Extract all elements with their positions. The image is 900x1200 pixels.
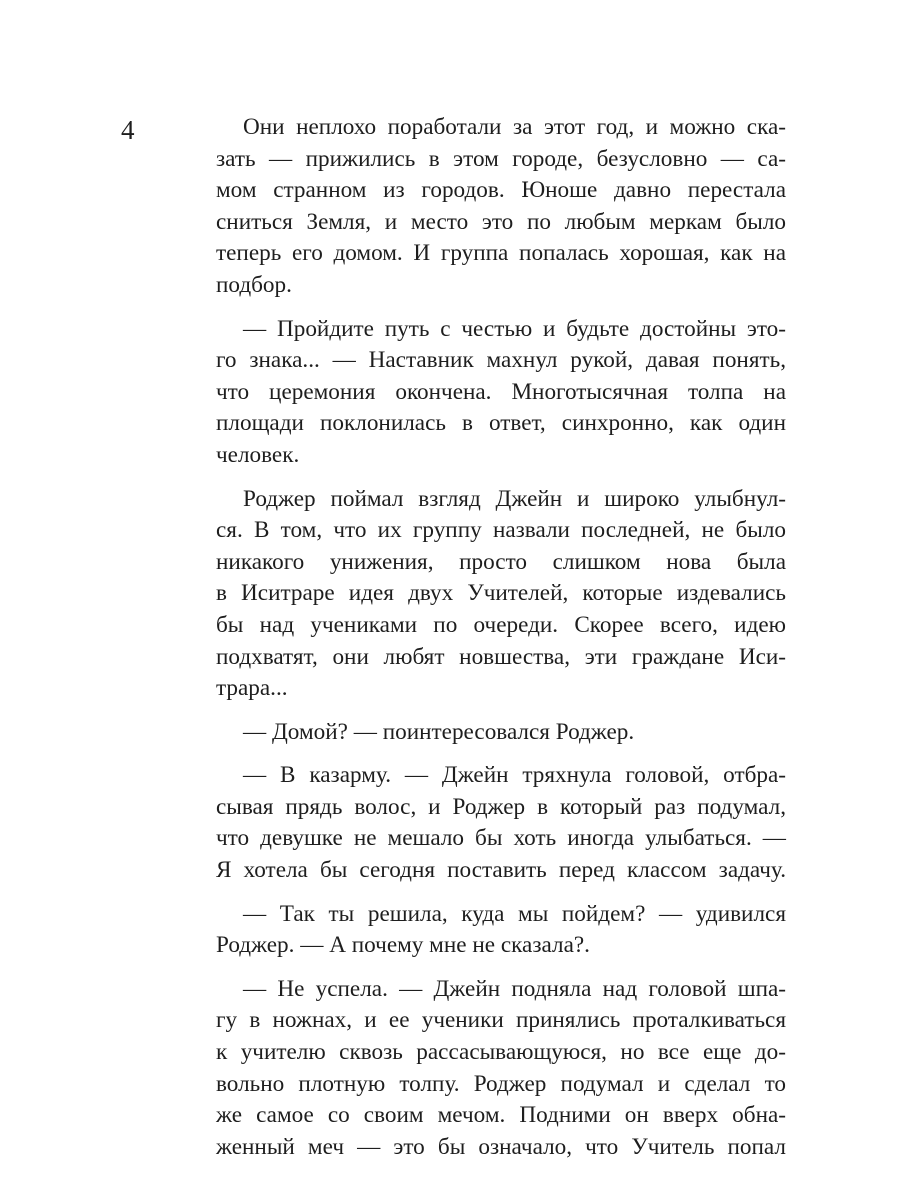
text-line: Роджер. — А почему мне не сказала?.	[216, 932, 590, 959]
text-line: что девушке не мешало бы хоть иногда улыбаться. —	[216, 825, 786, 852]
text-line: подбор.	[216, 271, 292, 298]
text-line: бы над учениками по очереди. Скорее всего, идею	[216, 611, 786, 638]
text-line: человек.	[216, 441, 300, 468]
text-line: сниться Земля, и место это по любым меркам было	[216, 208, 786, 235]
text-line: в Иситраре идея двух Учителей, которые издевались	[216, 580, 786, 607]
page-number: 4	[121, 115, 135, 145]
body-text	[216, 112, 786, 1175]
paragraph-3	[216, 484, 786, 705]
text-line: подхватят, они любят новшества, эти граждане Иси-	[216, 643, 786, 670]
text-line: мом странном из городов. Юноше давно перестала	[216, 177, 786, 204]
text-line: женный меч — это бы означало, что Учитель попал	[216, 1133, 786, 1160]
text-line: вольно плотную толпу. Роджер подумал и сделал то	[216, 1070, 786, 1097]
text-line: — В казарму. — Джейн тряхнула головой, отбра-	[243, 762, 786, 789]
text-line: ся. В том, что их группу назвали последней, не было	[216, 517, 786, 544]
text-line: Роджер поймал взгляд Джейн и широко улыбнул-	[243, 485, 786, 512]
text-line: сывая прядь волос, и Роджер в который раз подумал,	[216, 793, 786, 820]
text-line: — Так ты решила, куда мы пойдем? — удивился	[243, 900, 786, 927]
text-line: — Не успела. — Джейн подняла над головой шпа-	[243, 975, 786, 1002]
text-line: Они неплохо поработали за этот год, и можно ска-	[243, 114, 786, 140]
text-line: Я хотела бы сегодня поставить перед классом задачу.	[216, 857, 786, 884]
text-line: трара...	[216, 675, 288, 702]
paragraph-5	[216, 760, 786, 886]
paragraph-4	[216, 717, 786, 749]
text-line: никакого унижения, просто слишком нова была	[216, 548, 786, 575]
text-line: же самое со своим мечом. Подними он вверх обна-	[216, 1102, 786, 1129]
paragraph-6	[216, 899, 786, 962]
text-line: площади поклонилась в ответ, синхронно, как один	[216, 410, 786, 437]
paragraph-7	[216, 974, 786, 1164]
text-line: — Пройдите путь с честью и будьте достойны это-	[243, 315, 786, 342]
text-line: го знака... — Наставник махнул рукой, давая понять,	[216, 347, 786, 374]
text-line: — Домой? — поинтересовался Роджер.	[243, 718, 635, 745]
text-line: гу в ножнах, и ее ученики принялись проталкиваться	[216, 1007, 786, 1034]
paragraph-2	[216, 314, 786, 472]
text-line: что церемония окончена. Многотысячная толпа на	[216, 378, 786, 405]
text-line: теперь его домом. И группа попалась хорошая, как на	[216, 240, 786, 267]
text-line: зать — прижились в этом городе, безусловно — са-	[216, 145, 786, 172]
paragraph-1	[216, 112, 786, 302]
text-line: к учителю сквозь рассасывающуюся, но все еще до-	[216, 1039, 786, 1066]
